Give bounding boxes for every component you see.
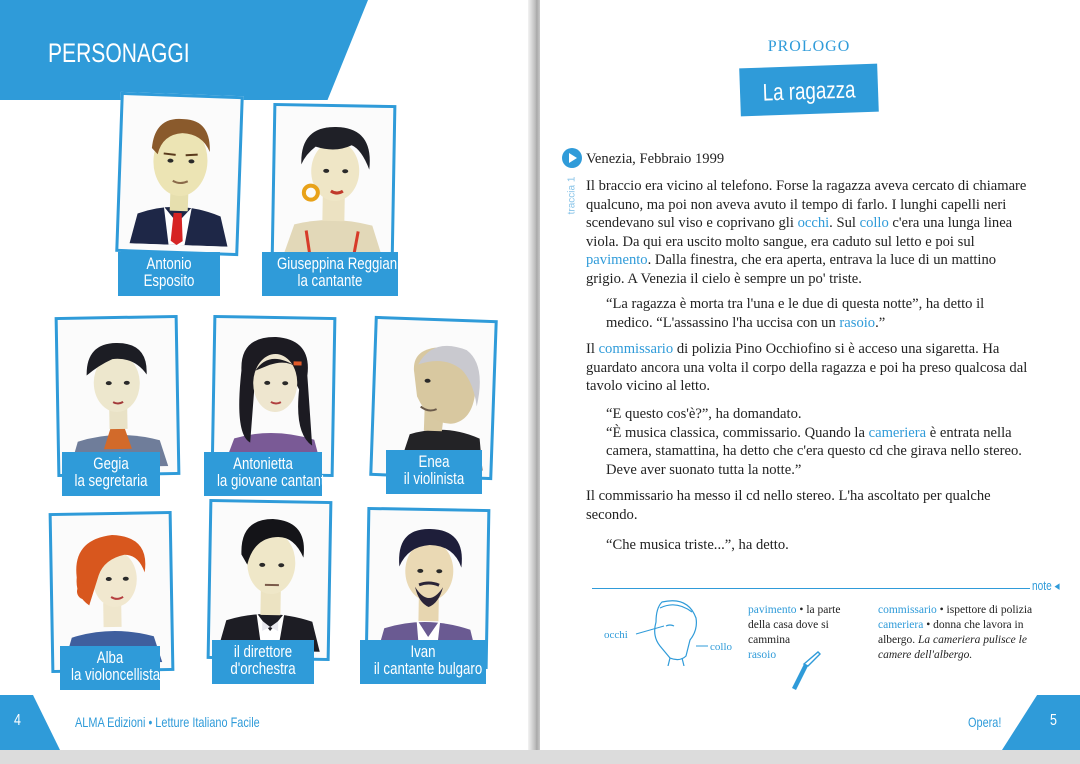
paragraph-2: “La ragazza è morta tra l'una e le due di questa notte”, ha detto il medico. “L'assassino l'ha uccisa con un rasoio.” xyxy=(606,296,985,331)
left-page xyxy=(0,0,532,750)
alba-portrait xyxy=(58,520,165,664)
gegia-portrait xyxy=(64,324,171,468)
note-commissario: commissario • ispettore di polizia cameriera • donna che lavora in albergo. La cameriera pulisce le camere dell'albergo. xyxy=(878,604,1033,661)
caption-ivan: Ivan il cantante bulgaro xyxy=(360,640,486,684)
chapter-title: La ragazza xyxy=(762,76,856,107)
page-title: PERSONAGGI xyxy=(48,38,190,68)
keyword-occhi: occhi xyxy=(797,215,830,232)
caption-enea: Enea il violinista xyxy=(386,450,482,494)
giuseppina-portrait xyxy=(280,112,387,256)
notes-label: note ◂ xyxy=(1032,578,1060,593)
paragraph-6: “Che musica triste...”, ha detto. xyxy=(606,537,789,553)
paragraph-4: “E questo cos'è?”, ha domandato. “È musica classica, commissario. Quando la cameriera è entrata nella camera, stamattina, ha detto che c'era questo cd che girava nello stereo. Deve aver suonato tutta la notte.” xyxy=(606,406,1022,478)
dateline: Venezia, Febbraio 1999 xyxy=(586,151,725,167)
audio-play-icon[interactable] xyxy=(562,148,582,168)
page-number-left: 4 xyxy=(14,712,21,729)
paragraph-3: Il commissario di polizia Pino Occhiofino si è acceso una sigaretta. Ha guardato ancora una volta il corpo della ragazza e poi ha preso qualcosa dal tavolo vicino al letto. xyxy=(586,341,1028,395)
character-card-direttore xyxy=(207,499,333,661)
caption-alba: Alba la violoncellista xyxy=(60,646,160,690)
antonietta-portrait xyxy=(220,324,327,468)
track-label: traccia 1 xyxy=(566,176,578,215)
character-card-giuseppina xyxy=(271,103,397,265)
svg-text:occhi: occhi xyxy=(604,629,628,641)
chapter-title-box xyxy=(739,64,879,117)
notes-divider xyxy=(592,588,1030,589)
page-number-right: 5 xyxy=(1050,712,1057,729)
svg-text:collo: collo xyxy=(710,641,732,653)
keyword-pavimento: pavimento xyxy=(586,252,648,269)
face-diagram xyxy=(600,596,740,666)
footer-corner-left xyxy=(0,695,60,750)
razor-icon xyxy=(782,648,822,690)
caption-antonietta: Antonietta la giovane cantante xyxy=(204,452,322,496)
section-label: PROLOGO xyxy=(767,38,851,55)
caption-antonio: Antonio Esposito xyxy=(118,252,220,296)
footer-publisher: ALMA Edizioni • Letture Italiano Facile xyxy=(75,714,260,730)
footer-series: Opera! xyxy=(968,714,1002,730)
enea-portrait xyxy=(379,325,489,471)
caption-giuseppina: Giuseppina Reggiani la cantante xyxy=(262,252,398,296)
paragraph-1: Il braccio era vicino al telefono. Forse la ragazza aveva cercato di chiamare qualcuno, ma poi non aveva avuto il tempo di farlo. I lunghi capelli neri scendevano sul viso e coprivano gli occhi. Sul collo c'era una lunga linea viola. Da qui era uscito molto sangue, era caduto sul letto e poi sul pavimento. Dalla finestra, che era aperta, entrava la luce di un mattino grigio. A Venezia il cielo è sempre un po' triste. xyxy=(586,178,1027,287)
direttore-portrait xyxy=(216,508,323,652)
caption-gegia: Gegia la segretaria xyxy=(62,452,160,496)
keyword-rasoio: rasoio xyxy=(839,314,876,331)
antonio-portrait xyxy=(125,101,235,247)
paragraph-5: Il commissario ha messo il cd nello stereo. L'ha ascoltato per qualche secondo. xyxy=(586,488,991,523)
keyword-collo: collo xyxy=(859,215,889,232)
character-card-antonio xyxy=(115,92,244,256)
note-pavimento: pavimento • la parte della casa dove si cammina rasoio xyxy=(748,604,841,661)
caption-direttore: il direttore d'orchestra xyxy=(212,640,314,684)
keyword-cameriera: cameriera xyxy=(868,424,927,441)
keyword-commissario: commissario xyxy=(598,341,674,357)
ivan-portrait xyxy=(374,516,481,660)
